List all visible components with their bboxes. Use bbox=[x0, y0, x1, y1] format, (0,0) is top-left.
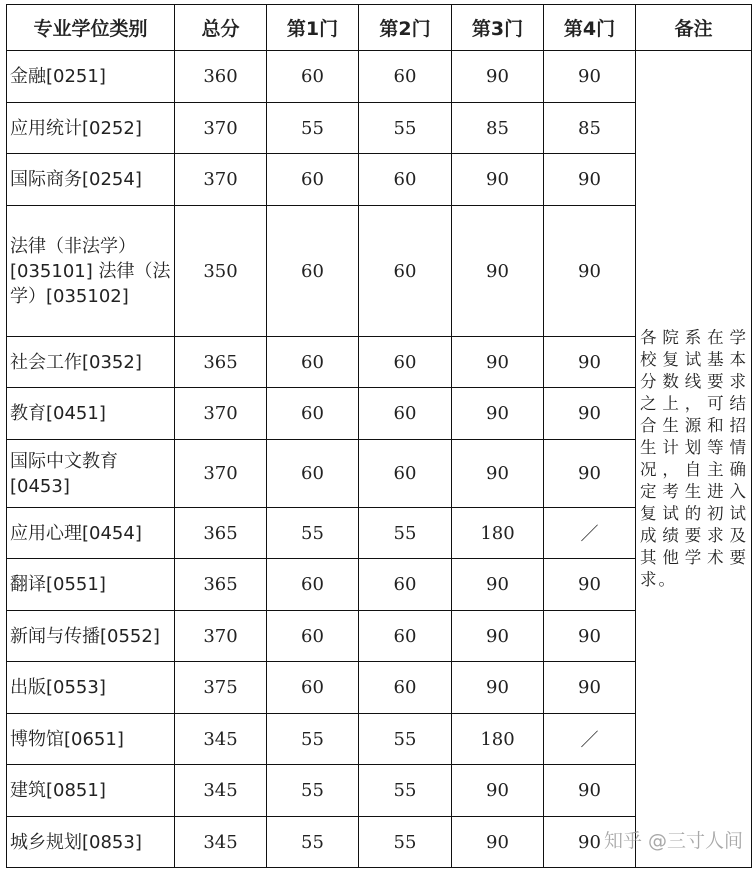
header-note: 备注 bbox=[636, 5, 752, 51]
score-table bbox=[6, 4, 752, 868]
total-score-cell: 365 bbox=[175, 559, 267, 611]
subject-3-cell: 180 bbox=[452, 508, 544, 559]
header-row bbox=[7, 5, 752, 51]
subject-3-cell: 90 bbox=[452, 611, 544, 662]
subject-3-cell: 90 bbox=[452, 440, 544, 508]
subject-3-cell: 90 bbox=[452, 388, 544, 440]
subject-1-cell: 60 bbox=[267, 440, 359, 508]
subject-3-cell: 90 bbox=[452, 662, 544, 714]
subject-1-cell: 60 bbox=[267, 51, 359, 103]
header-subject-3: 第3门 bbox=[452, 5, 544, 51]
subject-4-cell: 90 bbox=[544, 154, 636, 206]
category-cell: 博物馆[0651] bbox=[7, 714, 175, 765]
category-cell: 翻译[0551] bbox=[7, 559, 175, 611]
total-score-cell: 345 bbox=[175, 817, 267, 868]
subject-2-cell: 60 bbox=[359, 206, 452, 337]
total-score-cell: 370 bbox=[175, 103, 267, 154]
subject-3-cell: 90 bbox=[452, 559, 544, 611]
subject-1-cell: 60 bbox=[267, 206, 359, 337]
subject-4-cell: 90 bbox=[544, 440, 636, 508]
subject-2-cell: 60 bbox=[359, 51, 452, 103]
subject-2-cell: 55 bbox=[359, 817, 452, 868]
subject-4-cell: 90 bbox=[544, 388, 636, 440]
subject-1-cell: 60 bbox=[267, 559, 359, 611]
subject-4-cell: ／ bbox=[544, 508, 636, 559]
subject-3-cell: 90 bbox=[452, 154, 544, 206]
subject-2-cell: 60 bbox=[359, 662, 452, 714]
category-cell: 新闻与传播[0552] bbox=[7, 611, 175, 662]
subject-4-cell: 90 bbox=[544, 559, 636, 611]
subject-2-cell: 55 bbox=[359, 508, 452, 559]
total-score-cell: 375 bbox=[175, 662, 267, 714]
header-subject-2: 第2门 bbox=[359, 5, 452, 51]
subject-1-cell: 60 bbox=[267, 388, 359, 440]
total-score-cell: 360 bbox=[175, 51, 267, 103]
header-subject-1: 第1门 bbox=[267, 5, 359, 51]
total-score-cell: 365 bbox=[175, 337, 267, 388]
subject-1-cell: 55 bbox=[267, 508, 359, 559]
watermark-text: 知乎 @三寸人间 bbox=[603, 830, 743, 852]
subject-1-cell: 60 bbox=[267, 611, 359, 662]
subject-3-cell: 90 bbox=[452, 337, 544, 388]
note-cell: 各院系在学校复试基本分数线要求之上，可结合生源和招生计划等情况，自主确定考生进入复试的初试成绩要求及其他学术要求。 bbox=[636, 51, 752, 868]
subject-2-cell: 55 bbox=[359, 714, 452, 765]
total-score-cell: 370 bbox=[175, 388, 267, 440]
category-cell: 法律（非法学）[035101] 法律（法学）[035102] bbox=[7, 206, 175, 337]
category-cell: 国际商务[0254] bbox=[7, 154, 175, 206]
subject-1-cell: 55 bbox=[267, 103, 359, 154]
total-score-cell: 370 bbox=[175, 611, 267, 662]
category-cell: 建筑[0851] bbox=[7, 765, 175, 817]
subject-4-cell: 90 bbox=[544, 611, 636, 662]
subject-3-cell: 90 bbox=[452, 765, 544, 817]
total-score-cell: 345 bbox=[175, 765, 267, 817]
subject-2-cell: 55 bbox=[359, 103, 452, 154]
total-score-cell: 370 bbox=[175, 440, 267, 508]
total-score-cell: 365 bbox=[175, 508, 267, 559]
subject-3-cell: 180 bbox=[452, 714, 544, 765]
header-category: 专业学位类别 bbox=[7, 5, 175, 51]
category-cell: 应用统计[0252] bbox=[7, 103, 175, 154]
total-score-cell: 345 bbox=[175, 714, 267, 765]
subject-4-cell: 90 bbox=[544, 817, 636, 868]
category-cell: 应用心理[0454] bbox=[7, 508, 175, 559]
total-score-cell: 350 bbox=[175, 206, 267, 337]
category-cell: 教育[0451] bbox=[7, 388, 175, 440]
category-cell: 社会工作[0352] bbox=[7, 337, 175, 388]
subject-2-cell: 55 bbox=[359, 765, 452, 817]
subject-4-cell: ／ bbox=[544, 714, 636, 765]
subject-2-cell: 60 bbox=[359, 559, 452, 611]
subject-4-cell: 90 bbox=[544, 765, 636, 817]
subject-4-cell: 85 bbox=[544, 103, 636, 154]
subject-3-cell: 90 bbox=[452, 51, 544, 103]
subject-2-cell: 60 bbox=[359, 611, 452, 662]
subject-4-cell: 90 bbox=[544, 206, 636, 337]
subject-1-cell: 60 bbox=[267, 662, 359, 714]
subject-2-cell: 60 bbox=[359, 154, 452, 206]
subject-3-cell: 85 bbox=[452, 103, 544, 154]
subject-2-cell: 60 bbox=[359, 337, 452, 388]
subject-3-cell: 90 bbox=[452, 817, 544, 868]
category-cell: 金融[0251] bbox=[7, 51, 175, 103]
subject-4-cell: 90 bbox=[544, 51, 636, 103]
table-row bbox=[7, 51, 752, 103]
subject-1-cell: 55 bbox=[267, 817, 359, 868]
category-cell: 出版[0553] bbox=[7, 662, 175, 714]
header-subject-4: 第4门 bbox=[544, 5, 636, 51]
category-cell: 城乡规划[0853] bbox=[7, 817, 175, 868]
total-score-cell: 370 bbox=[175, 154, 267, 206]
subject-2-cell: 60 bbox=[359, 440, 452, 508]
subject-3-cell: 90 bbox=[452, 206, 544, 337]
subject-1-cell: 55 bbox=[267, 765, 359, 817]
subject-4-cell: 90 bbox=[544, 662, 636, 714]
header-total: 总分 bbox=[175, 5, 267, 51]
subject-1-cell: 60 bbox=[267, 154, 359, 206]
subject-4-cell: 90 bbox=[544, 337, 636, 388]
subject-2-cell: 60 bbox=[359, 388, 452, 440]
category-cell: 国际中文教育[0453] bbox=[7, 440, 175, 508]
subject-1-cell: 55 bbox=[267, 714, 359, 765]
subject-1-cell: 60 bbox=[267, 337, 359, 388]
